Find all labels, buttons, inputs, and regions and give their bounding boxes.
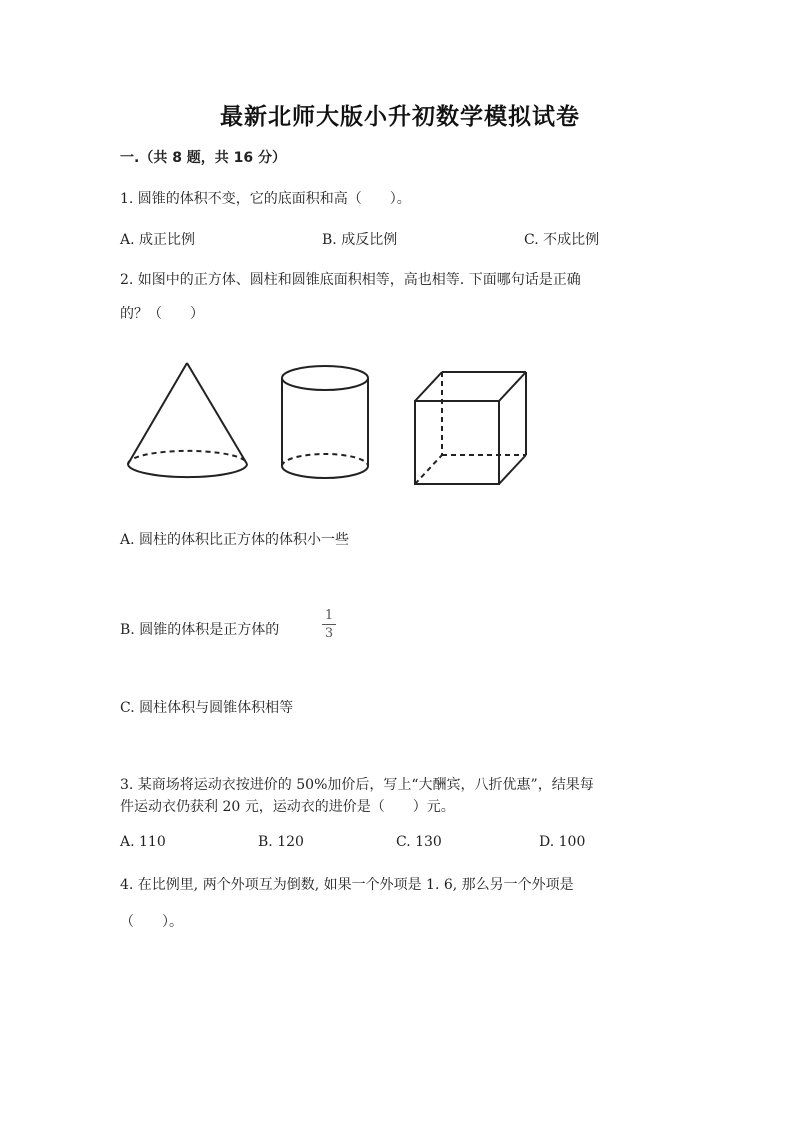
question-3-option-b: B. 120 [258,834,304,850]
question-3-option-a: A. 110 [120,834,166,850]
cube-icon [415,372,526,484]
question-1-option-b: B. 成反比例 [322,232,398,248]
question-1-option-a: A. 成正比例 [120,232,196,248]
question-3-option-c: C. 130 [396,834,442,850]
question-2-option-b: B. 圆锥的体积是正方体的 [120,622,280,638]
question-4-text-line2: （ ）。 [120,914,183,930]
fraction-bar [322,624,336,625]
question-2-option-c: C. 圆柱体积与圆锥体积相等 [120,700,294,716]
fraction-one-third [322,608,336,641]
cone-icon [128,363,247,477]
question-1-text: 1. 圆锥的体积不变，它的底面积和高（ ）。 [120,191,411,207]
fraction-denominator: 3 [324,626,334,641]
question-2-option-a: A. 圆柱的体积比正方体的体积小一些 [120,532,350,548]
question-2-text-line1: 2. 如图中的正方体、圆柱和圆锥底面积相等，高也相等. 下面哪句话是正确 [120,272,581,288]
question-1-option-c: C. 不成比例 [524,232,600,248]
page-title: 最新北师大版小升初数学模拟试卷 [220,104,580,130]
question-2-text-line2: 的？（ ） [120,306,204,322]
cylinder-icon [282,366,368,478]
question-4-text-line1: 4. 在比例里, 两个外项互为倒数, 如果一个外项是 1. 6, 那么另一个外项是 [120,877,574,893]
question-3-text-line1: 3. 某商场将运动衣按进价的 50%加价后，写上“大酬宾，八折优惠”，结果每 [120,777,594,793]
fraction-numerator: 1 [324,608,334,623]
question-3-option-d: D. 100 [539,834,586,850]
section-heading: 一.（共 8 题，共 16 分） [120,150,287,166]
question-3-text-line2: 件运动衣仍获利 20 元，运动衣的进价是（ ）元。 [120,799,455,815]
